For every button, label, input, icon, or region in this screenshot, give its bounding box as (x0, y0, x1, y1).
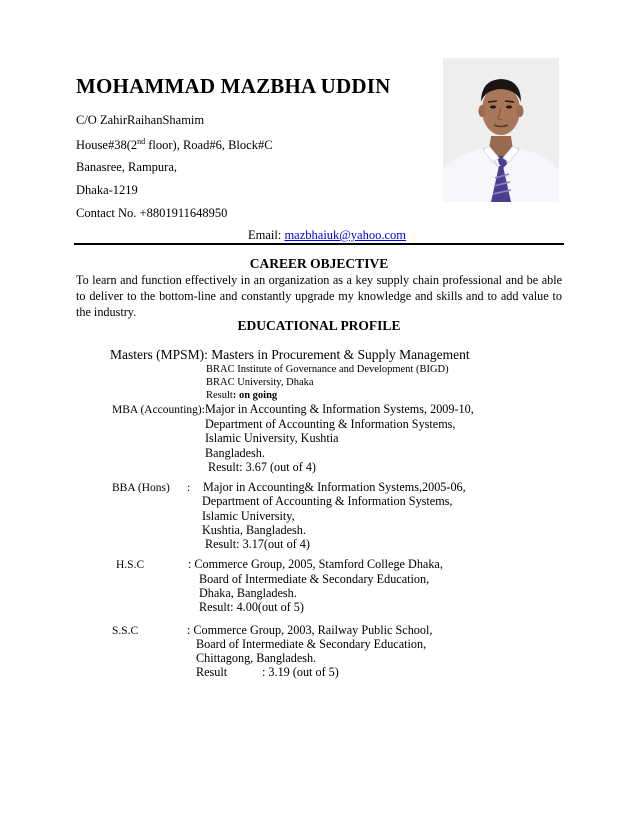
mba-label: MBA (Accounting): (112, 404, 205, 416)
ssc-label: S.S.C (112, 625, 139, 637)
applicant-name: MOHAMMAD MAZBHA UDDIN (76, 74, 391, 98)
email-label: Email: (248, 228, 285, 242)
bba-result: Result: 3.17(out of 4) (205, 537, 310, 551)
address-line-1 (76, 137, 273, 153)
profile-photo (443, 58, 559, 202)
header-divider (74, 243, 564, 245)
career-objective-text: To learn and function effectively in an organization as a key supply chain professional and be able to deliver to the bottom-line and constantly upgrade my knowledge and skills and to add value to the industry. (76, 273, 562, 319)
hsc-location: Dhaka, Bangladesh. (199, 586, 297, 600)
mpsm-university: BRAC University, Dhaka (206, 377, 314, 388)
career-objective-heading: CAREER OBJECTIVE (249, 256, 389, 271)
mba-major: Major in Accounting & Information Systems, 2009-10, (205, 402, 474, 416)
ssc-board: Board of Intermediate & Secondary Education, (196, 637, 427, 651)
educational-profile-heading: EDUCATIONAL PROFILE (237, 318, 401, 333)
mpsm-result-label: Result (206, 390, 233, 401)
address-line-1-superscript: nd (137, 137, 146, 146)
hsc-board: Board of Intermediate & Secondary Education, (199, 572, 430, 586)
mba-result: Result: 3.67 (out of 4) (208, 460, 316, 474)
address-line-2: Banasree, Rampura, (76, 160, 178, 174)
portrait-image (443, 58, 559, 202)
email-line (248, 228, 406, 243)
bba-label: BBA (Hons) (112, 482, 170, 494)
mba-country: Bangladesh. (205, 446, 265, 460)
contact-number: Contact No. +8801911648950 (76, 206, 228, 220)
address-line-1-start: House#38(2 (76, 138, 138, 153)
bba-location: Kushtia, Bangladesh. (202, 523, 306, 537)
mpsm-institute: BRAC Institute of Governance and Development (BIGD) (206, 364, 449, 375)
bba-department: Department of Accounting & Information Systems, (202, 494, 453, 508)
hsc-label: H.S.C (116, 559, 145, 571)
mpsm-title: Masters (MPSM): Masters in Procurement & Supply Management (110, 347, 470, 362)
ssc-result-label: Result (196, 665, 228, 679)
address-line-1-end: floor), Road#6, Block#C (145, 138, 273, 153)
ssc-location: Chittagong, Bangladesh. (196, 651, 317, 665)
ssc-group: : Commerce Group, 2003, Railway Public School, (187, 623, 433, 637)
mpsm-result (206, 390, 277, 401)
hsc-group: : Commerce Group, 2005, Stamford College Dhaka, (188, 557, 443, 571)
mba-department: Department of Accounting & Information Systems, (205, 417, 456, 431)
care-of: C/O ZahirRaihanShamim (76, 113, 205, 127)
bba-colon: : (187, 482, 191, 494)
bba-university: Islamic University, (202, 509, 295, 523)
mpsm-result-value: : on going (232, 390, 278, 401)
ssc-result-value: : 3.19 (out of 5) (262, 665, 339, 679)
email-link[interactable]: mazbhaiuk@yahoo.com (284, 228, 406, 242)
mba-university: Islamic University, Kushtia (205, 431, 339, 445)
hsc-result: Result: 4.00(out of 5) (199, 600, 304, 614)
address-line-3: Dhaka-1219 (76, 183, 138, 197)
bba-major: Major in Accounting& Information Systems,2005-06, (203, 480, 466, 494)
